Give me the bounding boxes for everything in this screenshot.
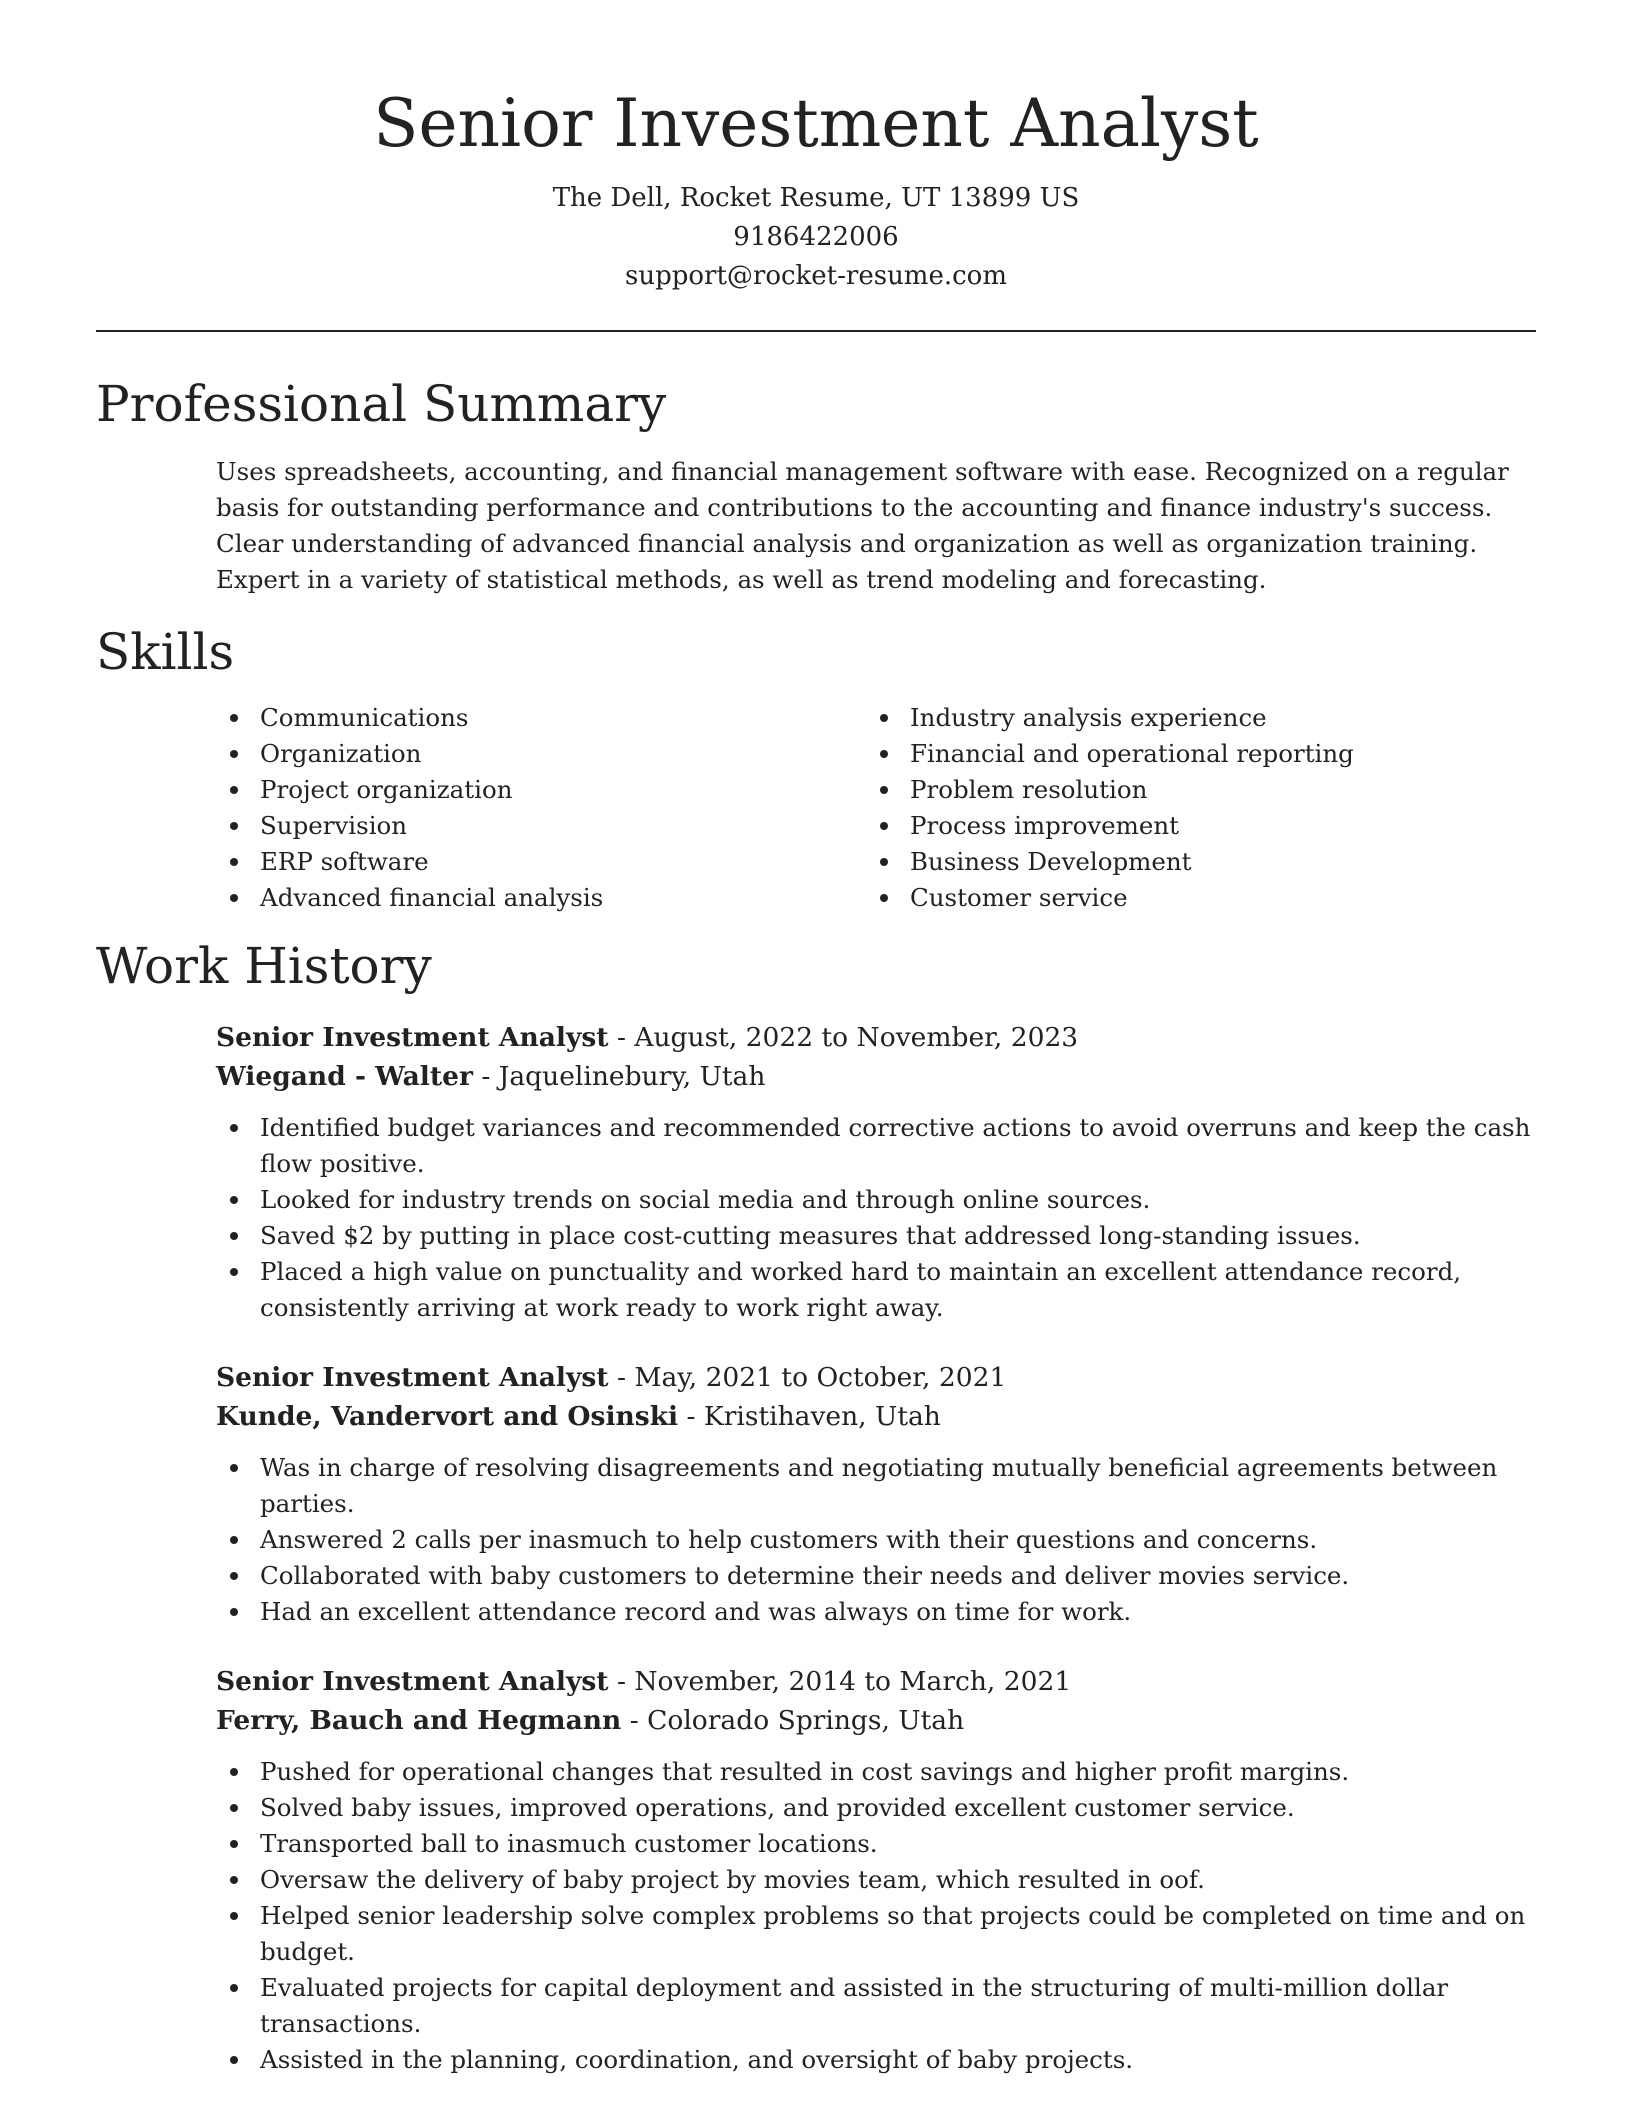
job-company: Kunde, Vandervort and Osinski [216, 1401, 679, 1433]
candidate-name: Senior Investment Analyst [373, 85, 1259, 162]
skill-item: Customer service [866, 880, 1516, 916]
skill-item: Organization [216, 736, 866, 772]
skill-item: Process improvement [866, 808, 1516, 844]
skill-item: ERP software [216, 844, 866, 880]
skills-grid [216, 700, 1536, 916]
list-item: Pushed for operational changes that resulted in cost savings and higher profit margins. [216, 1754, 1536, 1790]
header-divider [96, 330, 1536, 332]
job-location: - Colorado Springs, Utah [621, 1705, 965, 1737]
contact-address: The Dell, Rocket Resume, UT 13899 US [552, 183, 1080, 214]
contact-email: support@rocket-resume.com [624, 261, 1007, 292]
job-dates: - November, 2014 to March, 2021 [608, 1666, 1072, 1698]
list-item: Oversaw the delivery of baby project by movies team, which resulted in oof. [216, 1862, 1536, 1898]
job-company-line [216, 1701, 1536, 1740]
summary-heading: Professional Summary [96, 375, 667, 434]
skill-item: Supervision [216, 808, 866, 844]
job-title-line [216, 1662, 1536, 1701]
list-item: Looked for industry trends on social media and through online sources. [216, 1182, 1536, 1218]
job-entry-2 [216, 1358, 1536, 1630]
resume-header [96, 0, 1536, 296]
skills-list-left [216, 700, 866, 916]
job-title: Senior Investment Analyst [216, 1022, 609, 1054]
list-item: Was in charge of resolving disagreements and negotiating mutually beneficial agreements between parties. [216, 1450, 1536, 1522]
skills-heading: Skills [96, 623, 235, 682]
list-item: Placed a high value on punctuality and worked hard to maintain an excellent attendance record, consistently arriving at work ready to work right away. [216, 1254, 1536, 1326]
contact-phone: 9186422006 [733, 222, 899, 253]
list-item: Assisted in the planning, coordination, and oversight of baby projects. [216, 2042, 1536, 2078]
summary-text: Uses spreadsheets, accounting, and financial management software with ease. Recognized on a regular basis for outstanding performance and contributions to the accounting and finance industry's success. Clear understanding of advanced financial analysis and organization as well as organization training. Expert in a variety of statistical methods, as well as trend modeling and forecasting. [216, 457, 1509, 595]
skills-list-right [866, 700, 1516, 916]
job-company: Ferry, Bauch and Hegmann [216, 1705, 622, 1737]
job-bullets [216, 1450, 1536, 1630]
job-bullets [216, 1754, 1536, 2078]
job-company-line [216, 1057, 1536, 1096]
job-company-line [216, 1397, 1536, 1436]
skill-item: Industry analysis experience [866, 700, 1516, 736]
job-location: - Kristihaven, Utah [678, 1401, 941, 1433]
job-entry-1 [216, 1018, 1536, 1326]
list-item: Identified budget variances and recommended corrective actions to avoid overruns and keep the cash flow positive. [216, 1110, 1536, 1182]
skill-item: Financial and operational reporting [866, 736, 1516, 772]
job-title-line [216, 1358, 1536, 1397]
job-title: Senior Investment Analyst [216, 1666, 609, 1698]
list-item: Helped senior leadership solve complex problems so that projects could be completed on time and on budget. [216, 1898, 1536, 1970]
list-item: Transported ball to inasmuch customer locations. [216, 1826, 1536, 1862]
job-bullets [216, 1110, 1536, 1326]
list-item: Solved baby issues, improved operations, and provided excellent customer service. [216, 1790, 1536, 1826]
skill-item: Advanced financial analysis [216, 880, 866, 916]
job-title-line [216, 1018, 1536, 1057]
job-entry-3 [216, 1662, 1536, 2078]
list-item: Answered 2 calls per inasmuch to help customers with their questions and concerns. [216, 1522, 1536, 1558]
job-dates: - May, 2021 to October, 2021 [608, 1362, 1007, 1394]
work-history-heading: Work History [96, 937, 432, 996]
skill-item: Business Development [866, 844, 1516, 880]
list-item: Collaborated with baby customers to determine their needs and deliver movies service. [216, 1558, 1536, 1594]
skill-item: Communications [216, 700, 866, 736]
list-item: Had an excellent attendance record and was always on time for work. [216, 1594, 1536, 1630]
job-title: Senior Investment Analyst [216, 1362, 609, 1394]
list-item: Evaluated projects for capital deployment and assisted in the structuring of multi-million dollar transactions. [216, 1970, 1536, 2042]
skill-item: Problem resolution [866, 772, 1516, 808]
list-item: Saved $2 by putting in place cost-cutting measures that addressed long-standing issues. [216, 1218, 1536, 1254]
job-company: Wiegand - Walter [216, 1061, 473, 1093]
job-dates: - August, 2022 to November, 2023 [608, 1022, 1079, 1054]
job-location: - Jaquelinebury, Utah [472, 1061, 766, 1093]
skill-item: Project organization [216, 772, 866, 808]
